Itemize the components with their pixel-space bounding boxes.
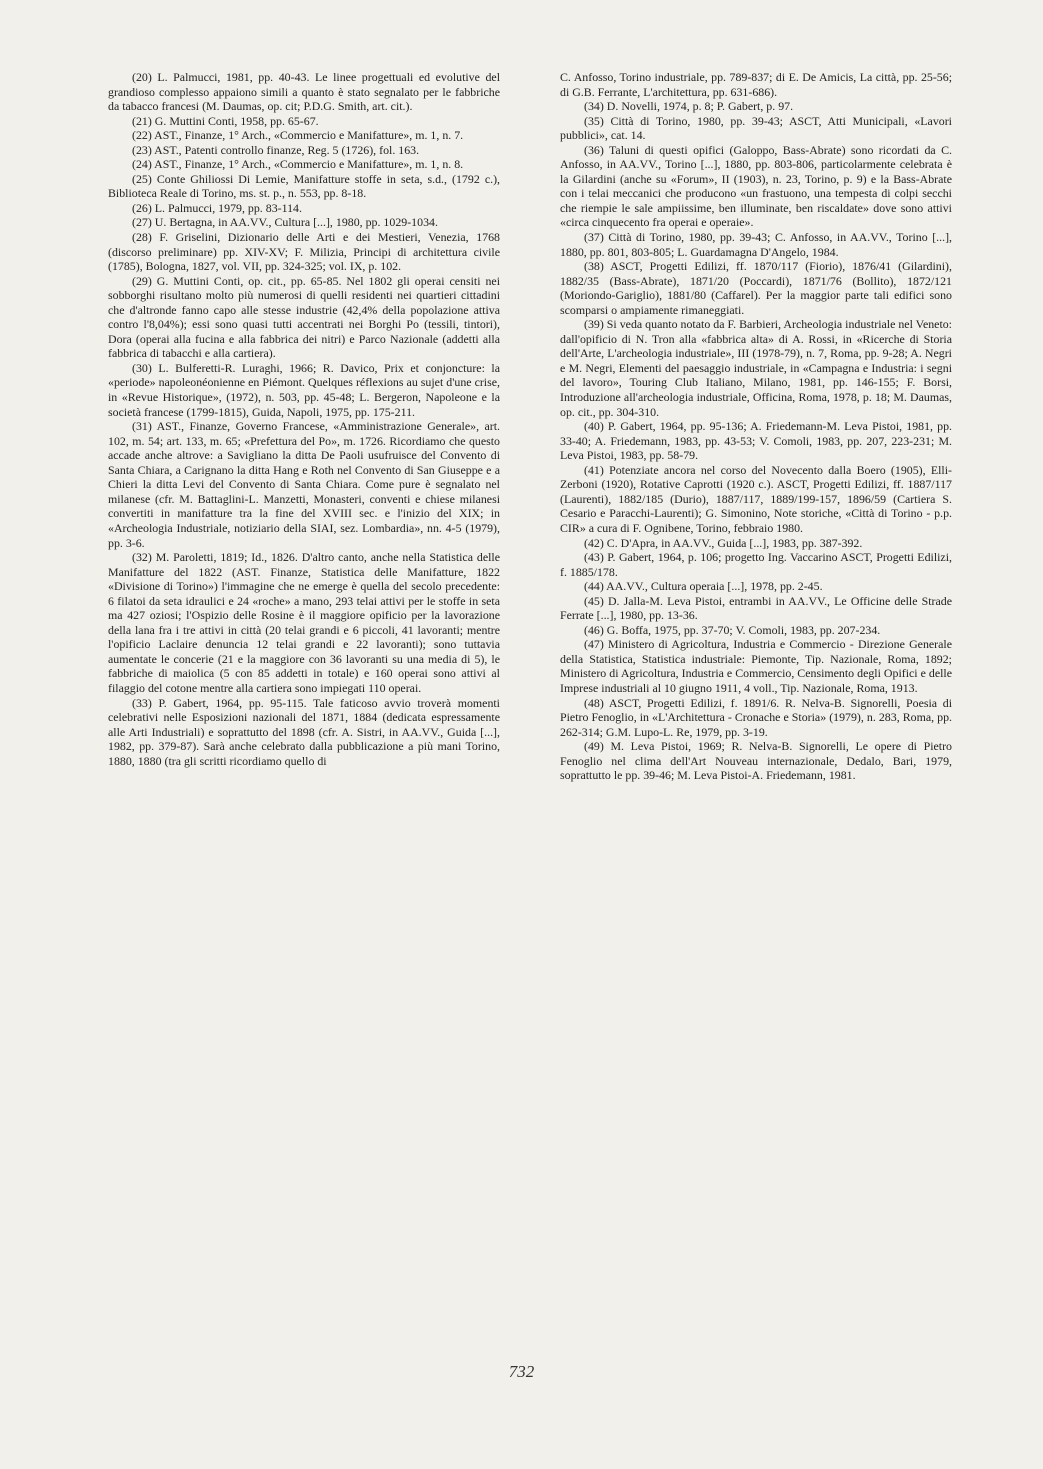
footnote: (33) P. Gabert, 1964, pp. 95-115. Tale faticoso avvio troverà momenti celebrativi nelle Esposizioni nazionali del 1871, 1884 (dedicata espressamente alle Arti Industriali) e soprattutto del 1898 (cfr. A. Sistri, in AA.VV., Guida [...], 1982, pp. 379-87). Sarà anche celebrato dalla pubblicazione a più mani Torino, 1880, 1880 (tra gli scritti ricordiamo quello di — [108, 695, 500, 768]
footnote: (22) AST., Finanze, 1° Arch., «Commercio e Manifatture», m. 1, n. 7. — [132, 128, 464, 143]
footnote: (20) L. Palmucci, 1981, pp. 40-43. Le linee progettuali ed evolutive del grandioso complesso appaiono simili a quanto è stato segnalato per le fabbriche da tabacco francesi (M. Daumas, op. cit; P.D.G. Smith, art. cit.). — [108, 70, 500, 114]
footnote: (30) L. Bulferetti-R. Luraghi, 1966; R. Davico, Prix et conjoncture: la «periode» napoleonéonienne en Piémont. Quelques réflexions au sujet d'une crise, in «Revue Historique», (1972), n. 503, pp. 45-48; L. Bergeron, Napoleone e la società francese (1799-1815), Guida, Napoli, 1975, pp. 175-211. — [108, 360, 500, 419]
footnote: (45) D. Jalla-M. Leva Pistoi, entrambi in AA.VV., Le Officine delle Strade Ferrate [...], 1980, pp. 13-36. — [560, 593, 952, 623]
footnote: (47) Ministero di Agricoltura, Industria e Commercio - Direzione Generale della Statistica, Statistica industriale: Piemonte, Tip. Nazionale, Roma, 1892; Ministero di Agricoltura, Industria e Commercio, Censimento degli Opifici e delle Imprese industriali al 10 giugno 1911, 4 voll., Tip. Nazionale, Roma, 1913. — [560, 637, 952, 695]
footnote: (21) G. Muttini Conti, 1958, pp. 65-67. — [132, 113, 319, 128]
footnote: (44) AA.VV., Cultura operaia [...], 1978, pp. 2-45. — [584, 579, 823, 594]
footnote: (31) AST., Finanze, Governo Francese, «Amministrazione Generale», art. 102, m. 54; art. 133, m. 65; «Prefettura del Po», m. 1726. Ricordiamo che questo accade anche altrove: a Savigliano la ditta De Paoli usufruisce del Convento di Santa Chiara, a Carignano la ditta Hang e Roth nel Convento di San Giuseppe e a Chieri la ditta Levi del Convento di Santa Chiara. Come pure è segnalato nel milanese (cfr. M. Battaglini-L. Manzetti, Monasteri, conventi e chiese milanesi convertiti in manifatture tra la fine del XVIII sec. e l'inizio del XIX; in «Archeologia Industriale, notiziario della SIAI, sez. Lombardia», nn. 4-5 (1979), pp. 3-6. — [108, 419, 500, 550]
footnote: (25) Conte Ghiliossi Di Lemie, Manifatture stoffe in seta, s.d., (1792 c.), Biblioteca Reale di Torino, ms. st. p., n. 553, pp. 8-18. — [108, 171, 500, 201]
footnote: (24) AST., Finanze, 1° Arch., «Commercio e Manifatture», m. 1, n. 8. — [132, 157, 464, 172]
footnote: (28) F. Griselini, Dizionario delle Arti e dei Mestieri, Venezia, 1768 (discorso preliminare) pp. XIV-XV; F. Milizia, Principi di architettura civile (1785), Bologna, 1827, vol. VII, pp. 324-325; vol. IX, p. 102. — [108, 230, 500, 274]
footnote: (36) Taluni di questi opifici (Galoppo, Bass-Abrate) sono ricordati da C. Anfosso, in AA.VV., Torino [...], 1880, pp. 803-806, particolarmente celebrata è la Gilardini (anche su «Forum», II (1903), n. 23, Torino, p. 9) e la Bass-Abrate con i telai meccanici che producono «un frastuono, una tempesta di colpi secchi che riempie le sale ampiissime, ben illuminate, ben riscaldate» dove sono attivi «circa cinquecento fra operai e operaie». — [560, 142, 952, 230]
footnote: (26) L. Palmucci, 1979, pp. 83-114. — [132, 200, 302, 215]
footnote: (43) P. Gabert, 1964, p. 106; progetto Ing. Vaccarino ASCT, Progetti Edilizi, f. 1885/178. — [560, 550, 952, 579]
footnote: (49) M. Leva Pistoi, 1969; R. Nelva-B. Signorelli, Le opere di Pietro Fenoglio nel clima dell'Art Nouveau internazionale, Dedalo, Bari, 1979, soprattutto le pp. 39-46; M. Leva Pistoi-A. Friedemann, 1981. — [560, 739, 952, 783]
footnote: (41) Potenziate ancora nel corso del Novecento dalla Boero (1905), Elli-Zerboni (1920), Rotative Caprotti (1920 c.). ASCT, Progetti Edilizi, ff. 1887/117 (Laurenti), 1882/185 (Durio), 1887/117, 1889/199-157, 1896/59 (Cartiera S. Cesario e Paracchi-Laurenti); G. Simonino, Note storiche, «Città di Torino - p.p. CIR» a cura di F. Ognibene, Torino, febbraio 1980. — [560, 462, 952, 535]
page-number: 732 — [508, 1362, 535, 1381]
footnotes-left-column — [108, 70, 500, 768]
footnote: (27) U. Bertagna, in AA.VV., Cultura [...], 1980, pp. 1029-1034. — [132, 215, 438, 230]
footnote: (48) ASCT, Progetti Edilizi, f. 1891/6. R. Nelva-B. Signorelli, Poesia di Pietro Fenoglio, in «L'Architettura - Cronache e Storia» (1979), n. 283, Roma, pp. 262-314; G.M. Lupo-L. Re, 1979, pp. 3-19. — [560, 695, 952, 739]
footnotes-right-column — [560, 70, 952, 783]
footnote: (35) Città di Torino, 1980, pp. 39-43; ASCT, Atti Municipali, «Lavori pubblici», cat. 14. — [560, 113, 952, 143]
footnote-continuation: C. Anfosso, Torino industriale, pp. 789-837; di E. De Amicis, La città, pp. 25-56; di G.B. Ferrante, L'architettura, pp. 631-686). — [560, 70, 952, 99]
footnote: (39) Si veda quanto notato da F. Barbieri, Archeologia industriale nel Veneto: dall'opificio di N. Tron alla «fabbrica alta» di A. Rossi, in «Ricerche di Storia dell'Arte, L'archeologia industriale», III (1978-79), n. 7, Roma, pp. 9-28; A. Negri e M. Negri, Elementi del paesaggio industriale, in «Campagna e Industria: i segni del lavoro», Touring Club Italiano, Milano, 1981, pp. 146-155; F. Borsi, Introduzione all'archeologia industriale, Officina, Roma, 1978, p. 18; M. Daumas, op. cit., pp. 304-310. — [560, 317, 952, 419]
footnote: (37) Città di Torino, 1980, pp. 39-43; C. Anfosso, in AA.VV., Torino [...], 1880, pp. 801, 803-805; L. Guardamagna D'Angelo, 1984. — [560, 230, 952, 259]
footnote: (46) G. Boffa, 1975, pp. 37-70; V. Comoli, 1983, pp. 207-234. — [584, 622, 881, 637]
footnote: (42) C. D'Apra, in AA.VV., Guida [...], 1983, pp. 387-392. — [584, 535, 863, 550]
footnote: (34) D. Novelli, 1974, p. 8; P. Gabert, p. 97. — [584, 99, 794, 114]
footnote: (29) G. Muttini Conti, op. cit., pp. 65-85. Nel 1802 gli operai censiti nei sobborghi risultano molto più numerosi di quelli residenti nei quartieri cittadini che d'altronde fanno capo alle stesse industrie (42,4% della popolazione attiva contro l'8,04%); essi sono quasi tutti accentrati nei Borghi Po (tessili, tintori), Dora (operai alla fucina e alla fabbrica dei nitri) e Parco Nazionale (addetti alla fabbrica di tabacchi e alla cartiera). — [108, 273, 500, 361]
footnote: (40) P. Gabert, 1964, pp. 95-136; A. Friedemann-M. Leva Pistoi, 1981, pp. 33-40; A. Friedemann, 1983, pp. 43-53; V. Comoli, 1983, pp. 207, 223-231; M. Leva Pistoi, 1983, pp. 58-79. — [560, 419, 952, 463]
footnote: (32) M. Paroletti, 1819; Id., 1826. D'altro canto, anche nella Statistica delle Manifatture del 1822 (AST. Finanze, Statistica delle Manifatture, 1822 «Divisione di Torino») l'immagine che ne emerge è quella del secolo precedente: 6 filatoi da seta idraulici e 24 «roche» a mano, 293 telai attivi per le stoffe in seta ma 427 oziosi; l'Ospizio delle Rosine è il maggiore opificio per la lavorazione della lana fra i tre attivi in città (20 telai grandi e 6 piccoli, 41 lavoranti; mentre l'opificio Laclaire denuncia 12 telai grandi e 22 lavoranti); sono tuttavia aumentate le concerie (21 e la maggiore con 36 lavoranti su una media di 5), le fabbriche di maiolica (5 con 85 addetti in totale) e 160 operai sono attivi al filaggio del cotone mentre alla cartiera sono impiegati 110 operai. — [108, 550, 500, 695]
footnote: (23) AST., Patenti controllo finanze, Reg. 5 (1726), fol. 163. — [132, 142, 420, 157]
footnote: (38) ASCT, Progetti Edilizi, ff. 1870/117 (Fiorio), 1876/41 (Gilardini), 1882/35 (Bass-Abrate), 1871/20 (Poccardi), 1871/76 (Bollito), 1872/121 (Moriondo-Gariglio), 1881/80 (Caffarel). Per la maggior parte tali edifici sono scomparsi o ampiamente rimaneggiati. — [560, 259, 952, 317]
